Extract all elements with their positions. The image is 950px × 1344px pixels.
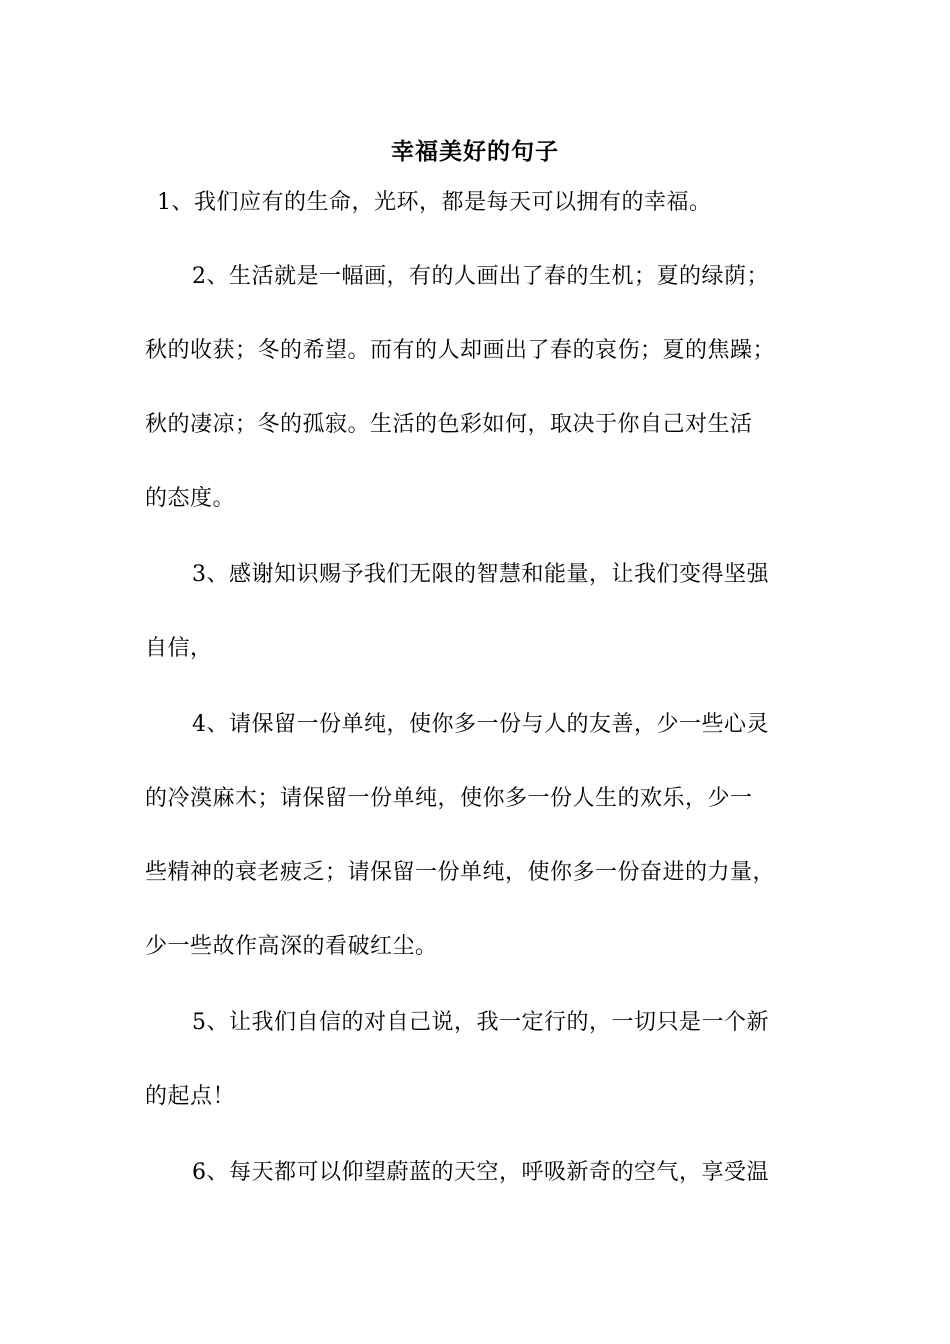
- paragraph-4-line-2: 的冷漠麻木；请保留一份单纯，使你多一份人生的欢乐，少一: [145, 786, 753, 811]
- paragraph-4-line-3: 些精神的衰老疲乏；请保留一份单纯，使你多一份奋进的力量，: [145, 860, 776, 885]
- paragraph-4-line-4: 少一些故作高深的看破红尘。: [145, 934, 438, 959]
- paragraph-2-line-2: 秋的收获；冬的希望。而有的人却画出了春的哀伤；夏的焦躁；: [145, 338, 776, 363]
- paragraph-3-line-2: 自信，: [145, 636, 213, 661]
- paragraph-2-line-4: 的态度。: [145, 486, 236, 511]
- document-title: 幸福美好的句子: [391, 138, 559, 165]
- paragraph-4-line-1: 4、请保留一份单纯，使你多一份与人的友善，少一些心灵: [192, 712, 769, 737]
- paragraph-2-line-1: 2、生活就是一幅画，有的人画出了春的生机；夏的绿荫；: [192, 264, 769, 289]
- paragraph-2-line-3: 秋的凄凉；冬的孤寂。生活的色彩如何，取决于你自己对生活: [145, 412, 753, 437]
- paragraph-3-line-1: 3、感谢知识赐予我们无限的智慧和能量，让我们变得坚强: [192, 562, 769, 587]
- paragraph-1-line-1: 1、我们应有的生命，光环，都是每天可以拥有的幸福。: [157, 190, 712, 215]
- paragraph-5-line-2: 的起点！: [145, 1084, 236, 1109]
- paragraph-5-line-1: 5、让我们自信的对自己说，我一定行的，一切只是一个新: [192, 1010, 769, 1035]
- paragraph-6-line-1: 6、每天都可以仰望蔚蓝的天空，呼吸新奇的空气，享受温: [192, 1160, 769, 1185]
